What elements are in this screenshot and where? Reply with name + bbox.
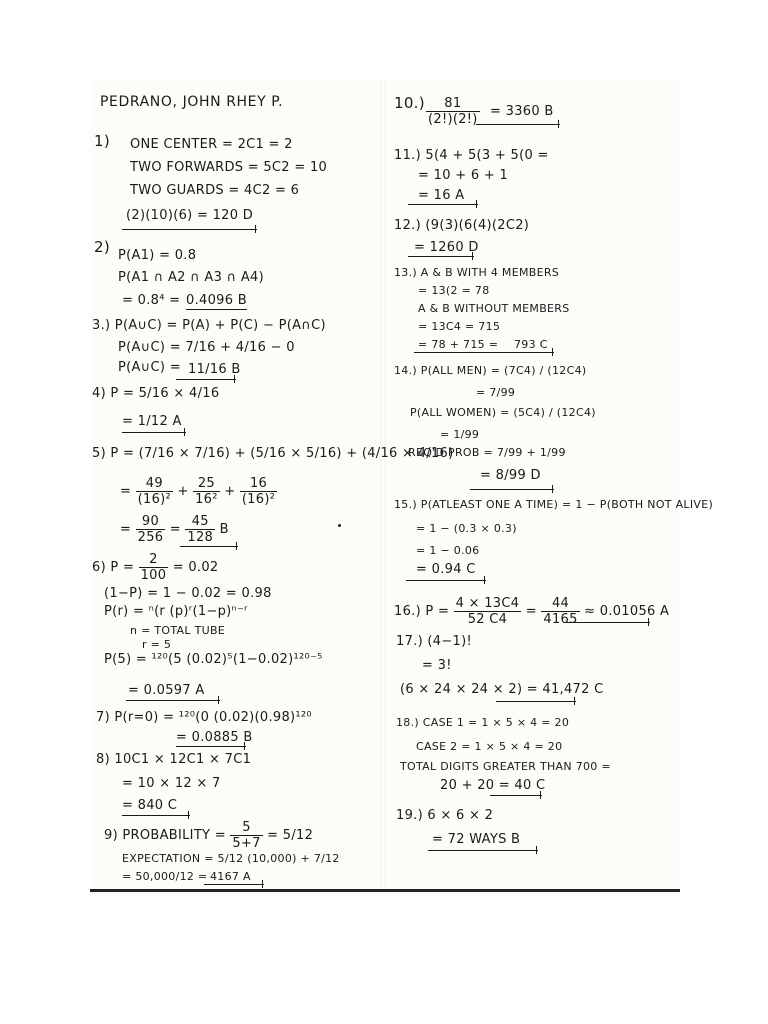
q4-underline xyxy=(122,432,186,433)
q17-answer: (6 × 24 × 24 × 2) = 41,472 C xyxy=(400,682,604,697)
q1-number: 1) xyxy=(94,132,110,150)
q8-line-b: = 10 × 12 × 7 xyxy=(122,776,221,791)
q1-line-b: TWO FORWARDS = 5C2 = 10 xyxy=(130,160,328,175)
q18-line-c: TOTAL DIGITS GREATER THAN 700 = xyxy=(400,760,611,773)
pen-dot xyxy=(338,524,341,527)
q11-line-b: = 10 + 6 + 1 xyxy=(418,168,509,183)
q3-answer: 11/16 B xyxy=(188,362,241,377)
q18-answer: 20 + 20 = 40 C xyxy=(440,778,546,793)
q5-sum: = $\frac{49}{\text{(16)²}}$ + $\frac{25}{\text{16²}}$ + $\frac{16}{\text{(16)²}}$ xyxy=(120,476,276,507)
q6-answer: = 0.0597 A xyxy=(128,683,205,698)
q5-frac-3: $\frac{16}{\text{(16)²}}$ xyxy=(241,476,276,507)
q18-line-a: 18.) CASE 1 = 1 × 5 × 4 = 20 xyxy=(396,716,570,729)
q15-answer: = 0.94 C xyxy=(416,562,476,577)
q3-line-a: 3.) P(A∪C) = P(A) + P(C) − P(A∩C) xyxy=(92,318,326,333)
q5-answer: B xyxy=(219,522,229,537)
q6-line-d: r = 5 xyxy=(142,638,172,651)
q12-line-a: 12.) (9(3)(6(4)(2C2) xyxy=(394,218,530,233)
q11-underline xyxy=(408,204,478,205)
q3-line-c: P(A∪C) = xyxy=(118,360,181,375)
q16-underline xyxy=(566,622,650,623)
q4-line-a: 4) P = 5/16 × 4/16 xyxy=(92,386,220,401)
q10-fraction: $\frac{81}{(2!)(2!)}$ xyxy=(428,96,478,127)
q7-underline xyxy=(176,746,246,747)
q17-line-b: = 3! xyxy=(422,658,452,673)
q14-line-a: 14.) P(ALL MEN) = (7C4) / (12C4) xyxy=(394,364,587,377)
q11-answer: = 16 A xyxy=(418,188,465,203)
q11-line-a: 11.) 5(4 + 5(3 + 5(0 = xyxy=(394,148,549,163)
q13-line-b: = 13(2 = 78 xyxy=(418,284,490,297)
student-name: PEDRANO, JOHN RHEY P. xyxy=(100,94,284,110)
q4-answer: = 1/12 A xyxy=(122,414,182,429)
q14-underline xyxy=(470,489,554,490)
q2-number: 2) xyxy=(94,238,110,256)
q10-number: 10.) xyxy=(394,94,425,112)
q19-answer: = 72 WAYS B xyxy=(432,832,521,847)
q15-underline xyxy=(406,580,486,581)
q9-frac: $\frac{5}{5+7}$ xyxy=(232,820,261,851)
q7-answer: = 0.0885 B xyxy=(176,730,253,745)
q5-frac-1: $\frac{49}{\text{(16)²}}$ xyxy=(137,476,172,507)
q3-line-b: P(A∪C) = 7/16 + 4/16 − 0 xyxy=(118,340,295,355)
q6-line-e: P(5) = ¹²⁰(5 (0.02)⁵(1−0.02)¹²⁰⁻⁵ xyxy=(104,652,323,667)
q14-line-c: P(ALL WOMEN) = (5C4) / (12C4) xyxy=(410,406,596,419)
q14-line-e: REQ'D PROB = 7/99 + 1/99 xyxy=(408,446,566,459)
q6-line-c: n = TOTAL TUBE xyxy=(130,624,226,637)
q12-answer: = 1260 D xyxy=(414,240,479,255)
q7-line-a: 7) P(r=0) = ¹²⁰(0 (0.02)(0.98)¹²⁰ xyxy=(96,710,312,725)
q17-underline xyxy=(496,701,576,702)
q2-line-b: P(A1 ∩ A2 ∩ A3 ∩ A4) xyxy=(118,270,264,285)
q5-frac-5: $\frac{45}{128}$ xyxy=(187,514,214,545)
q13-underline xyxy=(414,352,554,353)
q10-answer: = 3360 B xyxy=(490,104,554,119)
q14-line-d: = 1/99 xyxy=(440,428,480,441)
q6-frac: $\frac{2}{100}$ xyxy=(140,552,167,583)
q18-underline xyxy=(490,795,542,796)
q18-line-b: CASE 2 = 1 × 5 × 4 = 20 xyxy=(416,740,563,753)
q16-frac-1: $\frac{4 \times 13C4}{52 C4}$ xyxy=(455,596,520,627)
q9-underline xyxy=(204,884,264,885)
q9-line-p: 9) PROBABILITY = $\frac{5}{5+7}$ = 5/12 xyxy=(104,820,314,851)
q13-line-e: = 78 + 715 = xyxy=(418,338,499,351)
q2-line-a: P(A1) = 0.8 xyxy=(118,248,197,263)
q16-frac-2: $\frac{44}{4165}$ xyxy=(543,596,578,627)
q19-underline xyxy=(428,850,538,851)
page-bottom-edge xyxy=(90,889,680,892)
q5-underline xyxy=(180,546,238,547)
q1-line-c: TWO GUARDS = 4C2 = 6 xyxy=(130,183,300,198)
q5-result: = $\frac{90}{256}$ = $\frac{45}{128}$ B xyxy=(120,514,229,545)
q8-answer: = 840 C xyxy=(122,798,178,813)
q6-underline xyxy=(126,700,220,701)
q13-answer: 793 C xyxy=(514,338,548,351)
q13-line-d: = 13C4 = 715 xyxy=(418,320,501,333)
q13-line-c: A & B WITHOUT MEMBERS xyxy=(418,302,570,315)
q3-underline xyxy=(176,379,236,380)
q6-line-a: (1−P) = 1 − 0.02 = 0.98 xyxy=(104,586,272,601)
q8-line-a: 8) 10C1 × 12C1 × 7C1 xyxy=(96,752,252,767)
q1-underline xyxy=(122,229,257,230)
q14-answer: = 8/99 D xyxy=(480,468,541,483)
q6-line-p: 6) P = $\frac{2}{100}$ = 0.02 xyxy=(92,552,219,583)
q1-line-a: ONE CENTER = 2C1 = 2 xyxy=(130,137,293,152)
q2-line-c: = 0.8⁴ = xyxy=(122,293,181,308)
q1-answer: (2)(10)(6) = 120 D xyxy=(126,208,254,223)
q6-line-b: P(r) = ⁿ(r (p)ʳ(1−p)ⁿ⁻ʳ xyxy=(104,604,248,619)
q5-frac-2: $\frac{25}{\text{16²}}$ xyxy=(195,476,218,507)
q12-underline xyxy=(408,256,474,257)
q9-line-c: = 50,000/12 = xyxy=(122,870,208,883)
q19-line-a: 19.) 6 × 6 × 2 xyxy=(396,808,494,823)
q15-line-b: = 1 − (0.3 × 0.3) xyxy=(416,522,517,535)
q15-line-c: = 1 − 0.06 xyxy=(416,544,480,557)
q8-underline xyxy=(122,815,190,816)
q15-line-a: 15.) P(ATLEAST ONE A TIME) = 1 − P(BOTH NOT ALIVE) xyxy=(394,498,714,511)
page-fold xyxy=(380,80,386,894)
q17-line-a: 17.) (4−1)! xyxy=(396,634,472,649)
q5-line-a: 5) P = (7/16 × 7/16) + (5/16 × 5/16) + (4/16 × 4/16) xyxy=(92,446,454,461)
q10-underline xyxy=(476,124,560,125)
q5-frac-4: $\frac{90}{256}$ xyxy=(137,514,164,545)
q14-line-b: = 7/99 xyxy=(476,386,516,399)
q16-answer: ≈ 0.01056 A xyxy=(584,604,670,619)
q13-line-a: 13.) A & B WITH 4 MEMBERS xyxy=(394,266,560,279)
q9-line-b: EXPECTATION = 5/12 (10,000) + 7/12 xyxy=(122,852,340,865)
q2-answer: 0.4096 B xyxy=(186,293,247,308)
q16-line: 16.) P = $\frac{4 \times 13C4}{52 C4}$ = $\frac{44}{4165}$ ≈ 0.01056 A xyxy=(394,596,670,627)
q9-answer: 4167 A xyxy=(210,870,251,883)
